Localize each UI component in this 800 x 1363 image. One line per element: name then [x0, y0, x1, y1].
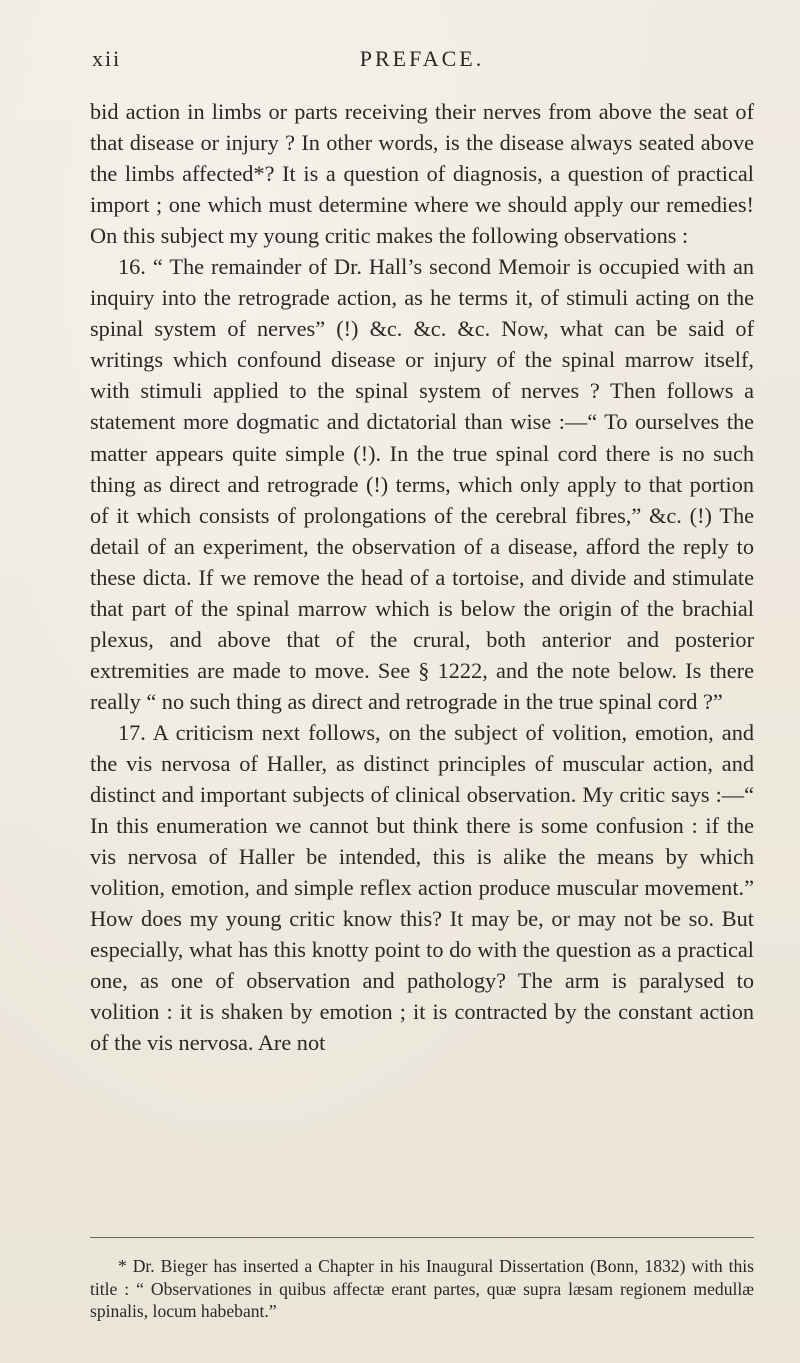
body-text: [90, 96, 754, 1058]
paragraph-continued: bid action in limbs or parts receiving their nerves from above the seat of that disease or injury ? In other words, is the disease always seated above the limbs affected*? It is a question of diagnosis, a question of practical import ; one which must determine where we should apply our remedies! On this subject my young critic makes the following observations :: [90, 99, 754, 249]
running-title: PREFACE.: [359, 46, 485, 71]
paragraph-16: 16. “ The remainder of Dr. Hall’s second Memoir is occupied with an inquiry into the retrograde action, as he terms it, of stimuli acting on the spinal system of nerves” (!) &c. &c. &c. Now, what can be said of writings which confound disease or injury of the spinal marrow itself, with stimuli applied to the spinal system of nerves ? Then follows a statement more dogmatic and dictatorial than wise :—“ To ourselves the matter appears quite simple (!). In the true spinal cord there is no such thing as direct and retrograde (!) terms, which only apply to that portion of it which consists of prolongations of the cerebral fibres,” &c. (!) The detail of an experiment, the observation of a disease, afford the reply to these dicta. If we remove the head of a tortoise, and divide and stimulate that part of the spinal marrow which is below the origin of the brachial plexus, and above that of the crural, both anterior and posterior extremities are made to move. See § 1222, and the note below. Is there really “ no such thing as direct and retrograde in the true spinal cord ?”: [90, 254, 754, 714]
running-head: [92, 46, 752, 76]
paragraph-17: 17. A criticism next follows, on the subject of volition, emotion, and the vis nervosa of Haller, as distinct principles of muscular action, and distinct and important subjects of clinical observation. My critic says :—“ In this enumeration we cannot but think there is some confusion : if the vis nervosa of Haller be intended, this is alike the means by which volition, emotion, and simple reflex action produce muscular movement.” How does my young critic know this? It may be, or may not be so. But especially, what has this knotty point to do with the question as a practical one, as one of observation and pathology? The arm is paralysed to volition : it is shaken by emotion ; it is contracted by the constant action of the vis nervosa. Are not: [90, 719, 754, 1056]
page-number: xii: [92, 46, 122, 71]
footnote: * Dr. Bieger has inserted a Chapter in his Inaugural Dissertation (Bonn, 1832) with this title : “ Observationes in quibus affectæ erant partes, quæ supra læsam regionem medullæ spinalis, locum habebant.”: [90, 1256, 754, 1321]
footnote-rule: [90, 1237, 754, 1238]
